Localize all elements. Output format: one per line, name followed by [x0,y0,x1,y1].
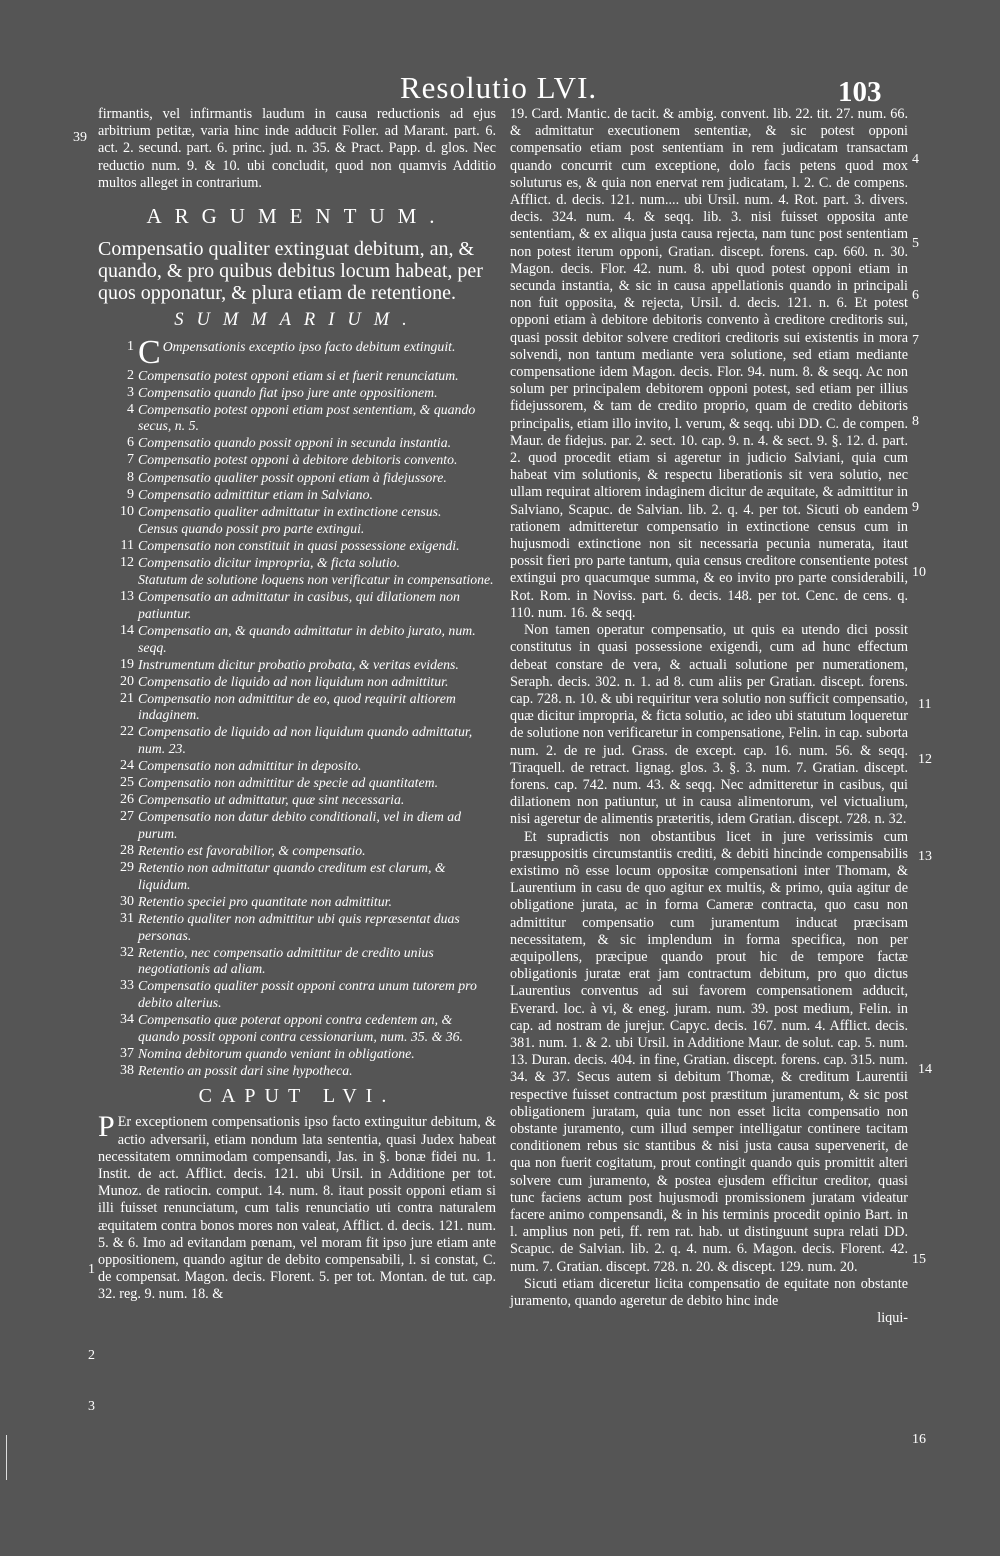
right-paragraph-2: Non tamen operatur compensatio, ut quis ea utendo dici possit constitutus in quasi possessione exigendi, cum ad hunc effectum debeat constare de vera, & actuali solutione per numerationem, Seraph. decis. 302. n. 1. ad 8. cum aliis per Gratian. discept. forens. cap. 728. n. 10. & ubi requiritur vera solutio non sufficit compensatio, quæ dicitur impropria, & ficta solutio, ac ideo ubi statutum loqueretur de solutione non verificaretur in compensatione, Felin. in cap. suborta num. 2. de re jud. Grass. de except. cap. 16. num. 56. & seqq. Tiraquell. de retract. lignag. glos. 3. §. 3. num. 7. Gratian. discept. forens. cap. 742. num. 43. & seqq. Nec admitteretur in casibus, qui dilationem non patiuntur, ut in causa alimentorum, vel victualium, nisi ageretur de alimentis præteritis, idem Gratian. discept. 728. n. 32. [510,622,908,828]
summary-item-number: 12 [120,555,134,571]
summary-item-number: 25 [120,775,134,791]
summary-item-number: 33 [120,978,134,994]
summary-item-number: 26 [120,792,134,808]
summary-item [98,978,496,1011]
summary-item-text: Compensatio admittitur etiam in Salviano. [138,486,373,502]
margin-number: 6 [912,288,919,303]
summary-item [98,674,496,691]
scan-edge-line [6,1435,7,1480]
summary-item-number: 19 [120,656,134,672]
margin-number: 3 [88,1399,95,1414]
summary-item-number: 8 [127,469,134,485]
summary-item-number: 4 [127,401,134,417]
summary-item [98,691,496,724]
summary-item-text: Instrumentum dicitur probatio probata, & veritas evidens. [138,656,459,672]
summary-item-text: Compensatio an, & quando admittatur in debito jurato, num. seqq. [138,622,476,655]
summary-item [98,538,496,555]
summary-dropcap: C [138,334,161,372]
summary-item-text: Compensatio qualiter possit opponi contra unum tutorem pro debito alterius. [138,978,477,1010]
summary-item-number: 24 [120,758,134,774]
margin-number: 4 [912,152,919,167]
summary-item-text: Retentio, nec compensatio admittitur de credito unius negotiationis ad aliam. [138,944,434,977]
summary-item-number: 13 [120,589,134,605]
summary-item-number [98,521,138,538]
summary-item-text: Compensatio de liquido ad non liquidum non admittitur. [138,673,449,689]
page-number: 103 [838,76,882,108]
margin-number: 1 [88,1262,95,1277]
summary-item-text-rest: Ompensationis exceptio ipso facto debitum extinguit. [162,339,456,355]
right-paragraph-4: Sicuti etiam diceretur licita compensatio de equitate non obstante juramento, quando ageretur de debito hinc inde [510,1275,908,1310]
summary-item-text: Compensatio non admittitur in deposito. [138,758,362,774]
summary-item-number: 11 [120,537,134,553]
summary-item-text: Compensatio an admittatur in casibus, qui dilationem non patiuntur. [138,589,460,621]
running-head: Resolutio LVI. [400,70,598,105]
summary-item [98,623,496,656]
summary-item-text: Compensatio ut admittatur, quæ sint necessaria. [138,792,405,808]
summary-item [98,724,496,757]
summary-item-number: 37 [120,1045,134,1061]
summary-item [98,911,496,944]
margin-number: 39 [73,130,87,145]
page-header [0,62,1000,112]
summary-item-text: Compensatio dicitur impropria, & ficta solutio. [138,555,401,571]
summary-item-text: Compensatio non constituit in quasi possessione exigendi. [138,537,460,553]
catchword: liqui- [877,1310,908,1327]
summary-item-number: 9 [127,486,134,502]
body-dropcap: P [98,1110,115,1144]
summary-item-text: Compensatio quando fiat ipso jure ante oppositionem. [138,384,438,400]
summary-item [98,758,496,775]
summary-item [98,775,496,792]
right-paragraph-3: Et supradictis non obstantibus licet in jure verissimis cum præsuppositis circumstantiis crediti, & debiti hincinde compensabilis existimo nõ esse locum oppositæ compensationi inter Thomam, & Laurentium in casu de quo agitur ex multis, & primo, quia agitur de obligatione jurata, ac in forma Cameræ contracta, quo casu non admittitur compensatio cum juramentum inducat præcisam necessitatem, & sic implendum in forma specifica, non per æquipollens, præcipue quando prout hic de tempore factæ obligationis juratæ erat jam contractum debitum, pro quo dictus Laurentius conventus ad sui favorem compensationem adducit, Everard. loc. à vi, & eneg. juram. num. 39. post medium, Felin. in cap. ad nostram de jurejur. Capyc. decis. 167. num. 4. Afflict. decis. 381. num. 1. & 2. ubi Ursil. in Additione Maur. de solut. cap. 5. num. 13. Duran. decis. 404. in fine, Gratian. discept. forens. cap. 315. num. 34. & 37. Secus autem si debitum Thomæ, & creditum Laurentii respective fuisset contractum post præstitum juramentum, & sic post obligationem juratam, quia tunc non esset licita compensatio non obstante juramento, cum illud semper intelligatur continere tacitam conditionem rebus sic stantibus & nisi justa causa supervenerit, de qua non fuerit cogitatum, prout contingit quando quis promittit alteri solvere cum juramento, & postea ejusdem efficitur creditor, quasi tunc faciens actum post hujusmodi promissionem juratam videatur facere animo compensandi, & in his terminis procedit opinio Bart. in l. amplius non peti, ff. rem rat. hab. ut distinguunt supra relati DD. Scapuc. de Salvian. lib. 2. q. 4. num. 6. Magon. decis. Florent. 42. num. 7. Gratian. discept. 728. n. 20. & discept. 129. num. 20. [510,828,908,1275]
summary-item-number: 22 [120,724,134,740]
summary-item-number: 6 [127,435,134,451]
chapter-body-text: Er exceptionem compensationis ipso facto extinguitur debitum, & actio adversarii, etiam nondum lata sententia, quasi Judex habeat necessitatem omnimodam compensandi, Jas. in §. bonæ fidei nu. 1. Instit. de act. Afflict. decis. 121. ubi Ursil. in Additione per tot. Munoz. de ratiocin. comput. 14. num. 8. itaut possit opponi etiam si illi fuisset renunciatum, cum talis renunciatio uti contra naturalem æquitatem contra bonos mores non valeat, Afflict. d. decis. 121. num. 5. & 6. Imo ad evitandam pœnam, vel moram fit ipso jure etiam ante oppositionem, quando agitur de debito compensabili, l. si constat, C. de compensat. Magon. decis. Florent. 5. per tot. Montan. de tut. cap. 32. reg. 9. num. 18. & [98,1114,496,1303]
summary-item [98,1012,496,1045]
summary-item [98,385,496,402]
summary-item [98,521,496,538]
summary-item-number: 10 [120,503,134,519]
margin-number: 15 [912,1252,926,1267]
margin-number: 8 [912,414,919,429]
summary-item-number: 27 [120,809,134,825]
argument-text: Compensatio qualiter extinguat debitum, an, & quando, & pro quibus debitus locum habeat, per quos opponatur, & plura etiam de retentione. [98,238,483,305]
summary-item-text: Retentio qualiter non admittitur ubi quis repræsentat duas personas. [138,911,460,943]
summary-item-text: Compensatio quando possit opponi in secunda instantia. [138,435,452,451]
chapter-title: CAPUT LVI. [198,1085,396,1108]
summary-title: SUMMARIUM. [174,310,420,331]
summary-item [98,334,496,372]
summary-item [98,452,496,469]
summary-item [98,657,496,674]
summary-item-text: Compensatio quæ poterat opponi contra cedentem an, & quando possit opponi contra cessionarium, num. 35. & 36. [138,1012,463,1044]
summary-item-text: Compensatio potest opponi à debitore debitoris convento. [138,452,458,468]
summary-item-number: 21 [120,690,134,706]
summary-list [98,334,496,1079]
right-paragraph-1: 19. Card. Mantic. de tacit. & ambig. convent. lib. 22. tit. 27. num. 66. & admittatur executionem sententiæ, & sic potest opponi compensatio etiam post sententiam in rem judicatam transactam quando concurrit cum exceptione, dolo facis petens quod mox soluturus es, & quia non enervat rem judicatam, l. 2. C. de compens. Afflict. d. decis. 121. num.... ubi Ursil. num. 4. Rot. part. 3. divers. decis. 324. num. 4. & seqq. lib. 3. nisi fuisset opposita ante sententiam, & ex aliqua justa causa rejecta, nam tunc post sententiam non potest iterum opponi, Gratian. discept. forens. cap. 660. n. 30. Magon. decis. Flor. 42. num. 8. ubi quod potest opponi etiam in secunda instantia, & sic in causa appellationis quando in principali non fuit opposita, & rejecta, Ursil. d. decis. 121. n. 6. Et potest opponi etiam à debitore debitoris convento à creditore creditoris sui, quasi possit debitor solvere creditori creditoris sui existentis in mora solvendi, non tantum mediante vera solutione, sed etiam mediante compensatione idem Magon. decis. Flor. 94. num. 8. & seqq. Ac non solum per principalem debitorem opponi potest, sed etiam per illius fidejussorem, & tam de credito proprio, quam de credito debitoris principalis, etiam illo invito, l. verum, & seqq. ubi DD. C. de compen. Maur. de fidejus. par. 2. sect. 10. cap. 9. n. 4. & sect. 9. §. 12. d. part. 2. quod procedit etiam si ageretur in judicio Salviani, quia cum habeat vim solutionis, & respectu liberationis sit vera solutio, nec ullam requirat altiorem indaginem dicitur de æquitate, & admittitur in Salviano, Scapuc. de Salvian. lib. 2. q. 4. per tot. Sicuti ob eandem rationem admitteretur compensatio in extinctione census cum in hujusmodi extinctione non sit necessaria pecunia numerata, itaut possit fieri pro parte tantum, quia census creditore consentiente potest extingui pro quacumque summa, & eo invito pro parte considerabili, Rot. Rom. in Noviss. part. 6. decis. 148. per tot. Cenc. de cens. q. 110. num. 16. & seqq. [510,106,908,621]
summary-item-text: Statutum de solutione loquens non verificatur in compensatione. [138,572,494,588]
summary-item [98,1063,496,1080]
summary-item-text: Retentio an possit dari sine hypotheca. [138,1062,353,1078]
summary-item-number: 34 [120,1012,134,1028]
summary-item-text: Compensatio non admittitur de eo, quod requirit altiorem indaginem. [138,690,456,723]
right-column [510,106,908,1327]
summary-item [98,860,496,893]
margin-number: 12 [918,752,932,767]
summary-item-text: Nomina debitorum quando veniant in obligatione. [138,1045,415,1061]
chapter-body [98,1110,496,1303]
margin-number: 16 [912,1432,926,1447]
summary-item-text: Compensatio de liquido ad non liquidum quando admittatur, num. 23. [138,724,473,757]
argument-title: ARGUMENTUM. [146,204,448,229]
summary-item [98,487,496,504]
summary-item [98,504,496,521]
summary-item [98,894,496,911]
summary-item-number: 29 [120,860,134,876]
summary-item-number: 14 [120,622,134,638]
summary-item-text: Retentio speciei pro quantitate non admittitur. [138,893,392,909]
summary-item-text: Compensatio non admittitur de specie ad quantitatem. [138,775,439,791]
summary-item-text: Compensatio qualiter possit opponi etiam à fidejussore. [138,469,447,485]
intro-paragraph: firmantis, vel infirmantis laudum in causa reductionis ad ejus arbitrium petitæ, varia hinc inde adducit Foller. ad Marant. part. 6. act. 2. secund. part. 6. princ. jud. n. 35. & Pract. Papp. d. glos. Nec reductio num. 9. & 10. ubi concludit, quod non quamvis Additio multos alleget in contrarium. [98,106,496,191]
margin-number: 13 [918,849,932,864]
summary-item [98,572,496,589]
summary-item-text: Retentio est favorabilior, & compensatio. [138,843,366,859]
summary-item [98,368,496,385]
summary-item-number: 2 [127,367,134,383]
summary-item-number: 3 [127,384,134,400]
summary-item-text [138,334,496,372]
summary-item-text: Retentio non admittatur quando creditum est clarum, & liquidum. [138,860,446,892]
summary-item [98,792,496,809]
margin-number: 2 [88,1348,95,1363]
summary-item-number: 1 [127,339,134,355]
summary-item-text: Census quando possit pro parte extingui. [138,520,365,536]
margin-number: 11 [918,697,932,712]
summary-item-number: 7 [127,452,134,468]
summary-item-text: Compensatio potest opponi etiam post sententiam, & quando secus, n. 5. [138,401,476,434]
summary-item-text: Compensatio non datur debito conditionali, vel in diem ad purum. [138,809,462,842]
summary-item [98,435,496,452]
summary-item [98,843,496,860]
summary-item-number: 32 [120,944,134,960]
summary-item [98,945,496,978]
summary-item [98,555,496,572]
summary-item-number [98,572,138,589]
summary-item [98,809,496,842]
summary-item-number: 28 [120,843,134,859]
summary-item [98,1046,496,1063]
summary-item-number: 38 [120,1062,134,1078]
margin-number: 14 [918,1062,932,1077]
summary-item-text: Compensatio potest opponi etiam si et fuerit renunciatum. [138,367,459,383]
summary-item [98,402,496,435]
margin-number: 9 [912,500,919,515]
margin-number: 5 [912,236,919,251]
summary-item-number: 31 [120,911,134,927]
margin-number: 7 [912,333,919,348]
left-column [98,106,496,1304]
summary-item [98,589,496,622]
summary-item [98,470,496,487]
summary-item-number: 20 [120,673,134,689]
summary-item-text: Compensatio qualiter admittatur in extinctione census. [138,503,442,519]
margin-number: 10 [912,565,926,580]
summary-item-number: 30 [120,893,134,909]
